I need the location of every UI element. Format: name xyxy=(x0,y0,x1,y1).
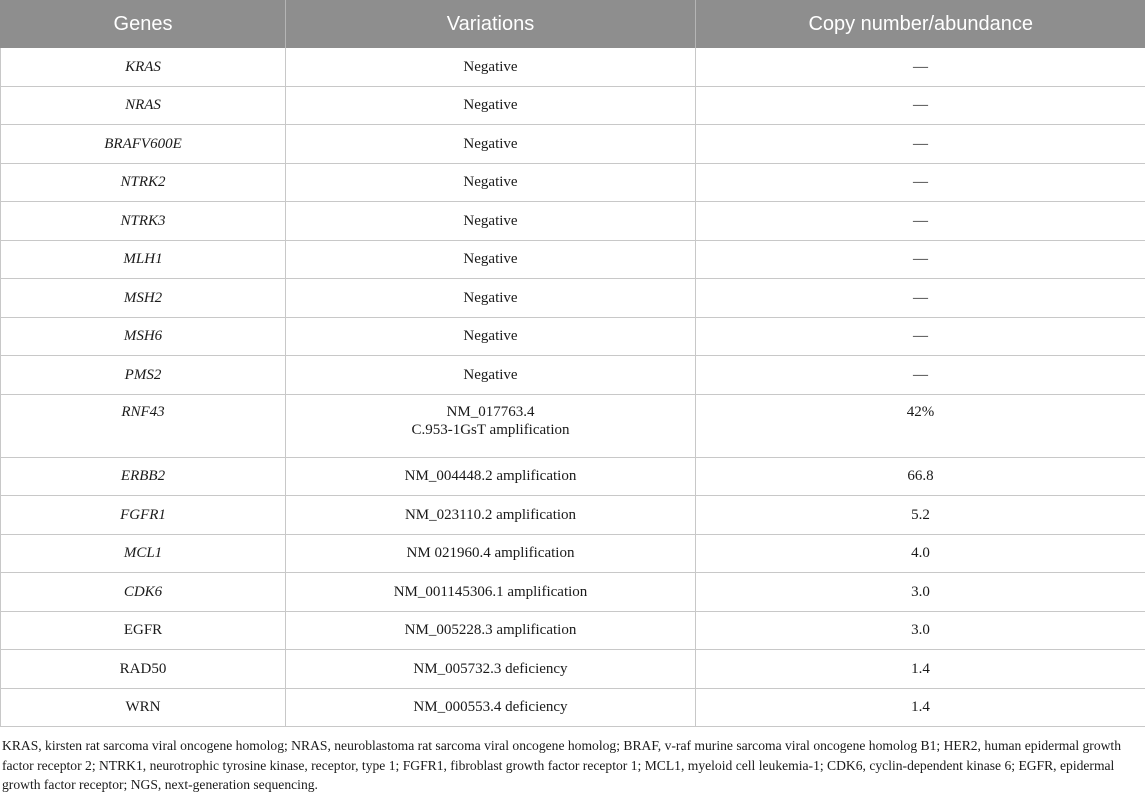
variation-cell xyxy=(286,317,696,356)
variation-cell xyxy=(286,125,696,164)
variation-cell xyxy=(286,457,696,496)
variation-text: Negative xyxy=(294,135,687,153)
variation-text: Negative xyxy=(294,96,687,114)
variation-cell xyxy=(286,688,696,727)
table-row xyxy=(1,611,1145,650)
variation-text: NM 021960.4 amplification xyxy=(294,544,687,562)
gene-cell: ERBB2 xyxy=(1,457,286,496)
header-variations: Variations xyxy=(286,0,696,48)
table-row xyxy=(1,240,1145,279)
variation-cell xyxy=(286,611,696,650)
header-genes: Genes xyxy=(1,0,286,48)
copy-number-cell: — xyxy=(696,86,1145,125)
gene-cell: FGFR1 xyxy=(1,496,286,535)
table-row xyxy=(1,125,1145,164)
gene-cell: KRAS xyxy=(1,48,286,86)
variation-cell xyxy=(286,356,696,395)
variation-text-line2: C.953-1GsT amplification xyxy=(294,421,687,439)
gene-cell: NRAS xyxy=(1,86,286,125)
copy-number-cell: 3.0 xyxy=(696,573,1145,612)
table-footnote: KRAS, kirsten rat sarcoma viral oncogene homolog; NRAS, neuroblastoma rat sarcoma viral oncogene homolog; BRAF, v-raf murine sarcoma viral oncogene homolog B1; HER2, human epidermal growth factor receptor 2; NTRK1, neurotrophic tyrosine kinase, receptor, type 1; FGFR1, fibroblast growth factor receptor 1; MCL1, myeloid cell leukemia-1; CDK6, cyclin-dependent kinase 6; EGFR, epidermal growth factor receptor; NGS, next-generation sequencing. xyxy=(0,727,1145,795)
variation-cell xyxy=(286,534,696,573)
table-row xyxy=(1,457,1145,496)
gene-cell: CDK6 xyxy=(1,573,286,612)
table-row xyxy=(1,86,1145,125)
gene-cell: NTRK3 xyxy=(1,202,286,241)
variation-text: NM_005732.3 deficiency xyxy=(294,660,687,678)
variation-text: NM_017763.4 xyxy=(294,403,687,421)
variation-cell xyxy=(286,279,696,318)
gene-cell: MSH2 xyxy=(1,279,286,318)
header-row xyxy=(1,0,1145,48)
copy-number-cell: 3.0 xyxy=(696,611,1145,650)
gene-cell: NTRK2 xyxy=(1,163,286,202)
table-row xyxy=(1,356,1145,395)
variation-text: NM_000553.4 deficiency xyxy=(294,698,687,716)
variation-text: NM_023110.2 amplification xyxy=(294,506,687,524)
gene-cell: RNF43 xyxy=(1,394,286,457)
gene-cell: PMS2 xyxy=(1,356,286,395)
variation-cell xyxy=(286,48,696,86)
copy-number-cell: — xyxy=(696,125,1145,164)
copy-number-cell: — xyxy=(696,356,1145,395)
gene-cell: MLH1 xyxy=(1,240,286,279)
table-row xyxy=(1,48,1145,86)
table-row xyxy=(1,650,1145,689)
gene-cell: MCL1 xyxy=(1,534,286,573)
table-row xyxy=(1,394,1145,457)
variation-cell xyxy=(286,573,696,612)
variation-cell xyxy=(286,202,696,241)
variation-text: Negative xyxy=(294,173,687,191)
variation-text: Negative xyxy=(294,250,687,268)
copy-number-cell: 1.4 xyxy=(696,650,1145,689)
gene-cell: RAD50 xyxy=(1,650,286,689)
variation-cell xyxy=(286,496,696,535)
variation-text: Negative xyxy=(294,366,687,384)
variation-text: Negative xyxy=(294,289,687,307)
header-copy-number: Copy number/abundance xyxy=(696,0,1145,48)
variation-text: Negative xyxy=(294,327,687,345)
copy-number-cell: 1.4 xyxy=(696,688,1145,727)
copy-number-cell: — xyxy=(696,240,1145,279)
table-row xyxy=(1,163,1145,202)
copy-number-cell: — xyxy=(696,48,1145,86)
gene-cell: EGFR xyxy=(1,611,286,650)
copy-number-cell: 5.2 xyxy=(696,496,1145,535)
gene-cell: MSH6 xyxy=(1,317,286,356)
table-row xyxy=(1,496,1145,535)
variation-cell xyxy=(286,240,696,279)
table-row xyxy=(1,317,1145,356)
copy-number-cell: — xyxy=(696,317,1145,356)
table-header xyxy=(1,0,1145,48)
variation-cell xyxy=(286,86,696,125)
table-row xyxy=(1,202,1145,241)
table-row xyxy=(1,279,1145,318)
copy-number-cell: — xyxy=(696,163,1145,202)
variation-text: Negative xyxy=(294,58,687,76)
variation-text: NM_001145306.1 amplification xyxy=(294,583,687,601)
copy-number-cell: 4.0 xyxy=(696,534,1145,573)
table-row xyxy=(1,688,1145,727)
variation-text: Negative xyxy=(294,212,687,230)
variation-text: NM_005228.3 amplification xyxy=(294,621,687,639)
copy-number-cell: 66.8 xyxy=(696,457,1145,496)
gene-cell: WRN xyxy=(1,688,286,727)
table-row xyxy=(1,534,1145,573)
table-body xyxy=(1,48,1145,727)
gene-cell: BRAFV600E xyxy=(1,125,286,164)
variation-cell xyxy=(286,394,696,457)
variation-text: NM_004448.2 amplification xyxy=(294,467,687,485)
variation-cell xyxy=(286,163,696,202)
copy-number-cell: — xyxy=(696,279,1145,318)
copy-number-cell: — xyxy=(696,202,1145,241)
variation-cell xyxy=(286,650,696,689)
copy-number-cell: 42% xyxy=(696,394,1145,457)
table-row xyxy=(1,573,1145,612)
